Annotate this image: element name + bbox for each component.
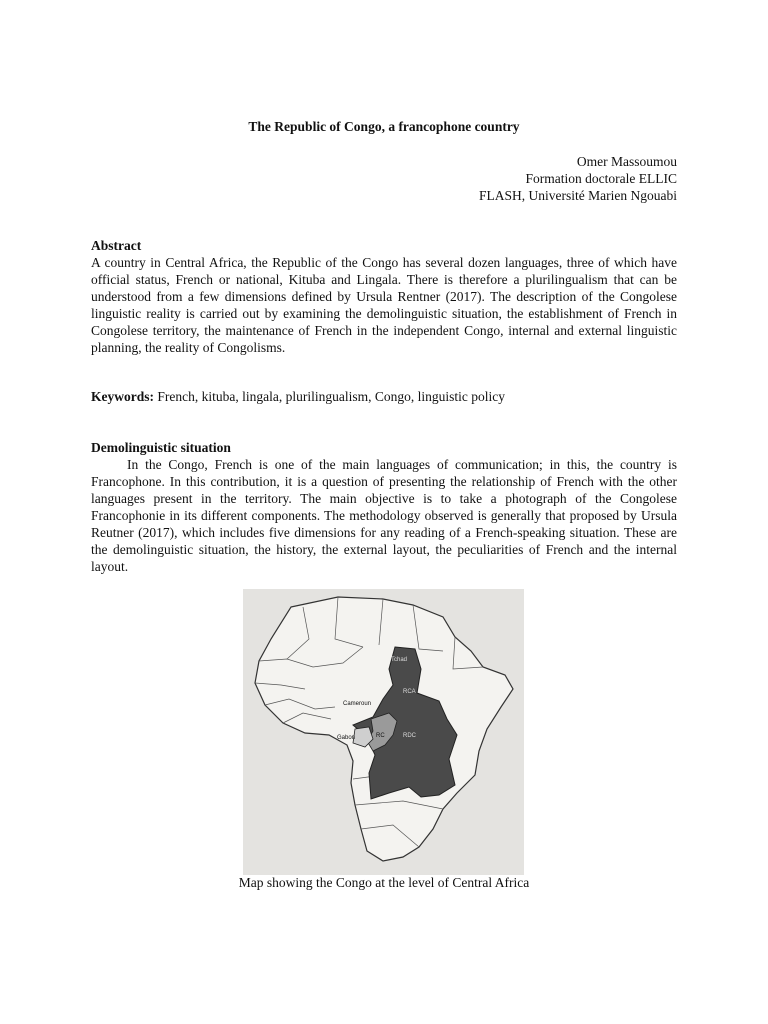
label-rdc: RDC [403, 733, 416, 739]
label-rc: RC [376, 733, 385, 739]
label-chad: Tchad [391, 657, 408, 663]
abstract-heading: Abstract [91, 238, 142, 253]
keywords-label: Keywords: [91, 389, 154, 404]
keywords-text: French, kituba, lingala, plurilingualism, Congo, linguistic policy [157, 389, 505, 404]
figure-caption: Map showing the Congo at the level of Central Africa [238, 875, 530, 890]
label-gabon: Gabon [337, 735, 356, 741]
map-figure [243, 589, 524, 875]
abstract-block [91, 237, 677, 356]
abstract-text: A country in Central Africa, the Republic of the Congo has several dozen languages, three of which have official status, French or national, Kituba and Lingala. There is therefore a plurilingualism that can be understood from a few dimensions defined by Ursula Rentner (2017). The description of the Congolese linguistic reality is carried out by examining the demolinguistic situation, the establishment of French in Congolese territory, the maintenance of French in the independent Congo, internal and external linguistic planning, the reality of Congolisms. [91, 255, 677, 355]
africa-map [243, 589, 524, 875]
section-demolinguistic [91, 439, 677, 575]
label-car: RCA [403, 689, 416, 695]
keywords-line [91, 388, 677, 405]
author-name: Omer Massoumou [576, 154, 677, 169]
author-block [479, 153, 677, 204]
section-paragraph: In the Congo, French is one of the main languages of communication; in this, the country is Francophone. In this contribution, it is a question of presenting the relationship of French with the other languages present in the territory. The main objective is to take a photograph of the Congolese Francophonie in its different components. The methodology observed is generally that proposed by Ursula Reutner (2017), which includes five dimensions for any reading of a French-speaking situation. These are the demolinguistic situation, the history, the external layout, the peculiarities of French and the internal layout. [91, 457, 677, 574]
paper-title: The Republic of Congo, a francophone country [248, 119, 520, 134]
label-cameroon: Cameroun [343, 701, 372, 707]
section-heading: Demolinguistic situation [91, 440, 231, 455]
author-program: Formation doctorale ELLIC [525, 171, 677, 186]
author-affiliation: FLASH, Université Marien Ngouabi [479, 188, 677, 203]
